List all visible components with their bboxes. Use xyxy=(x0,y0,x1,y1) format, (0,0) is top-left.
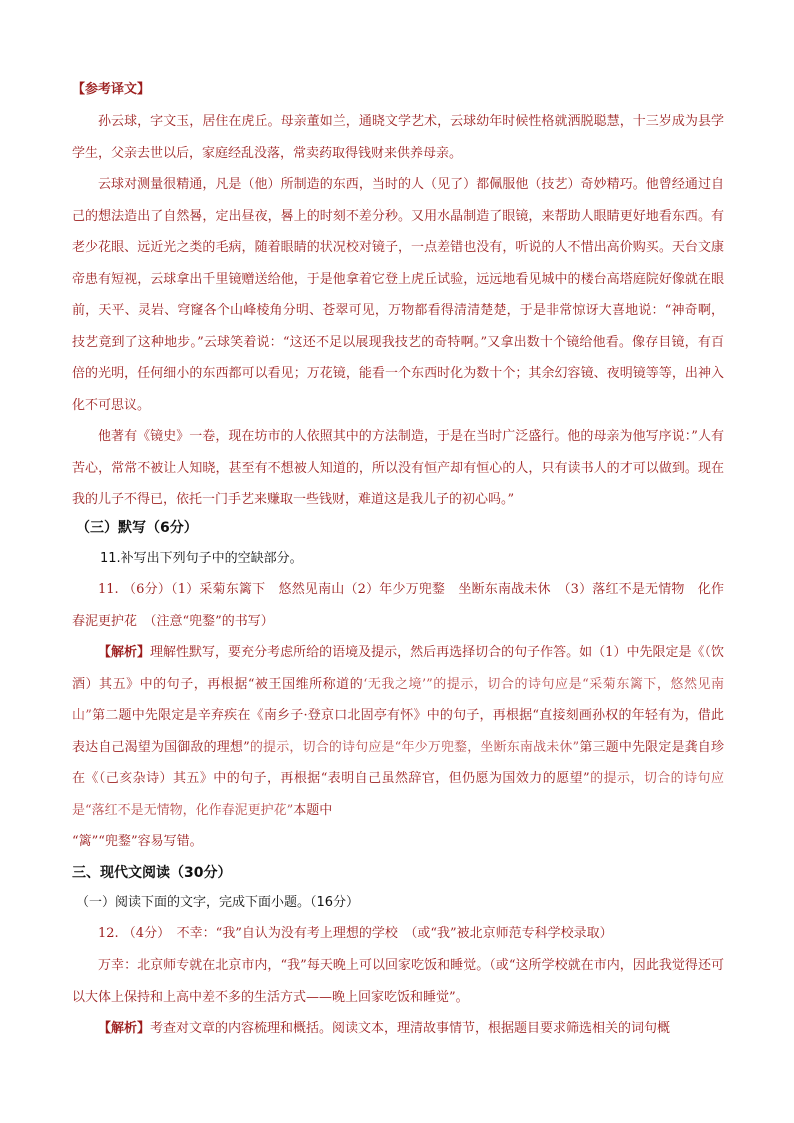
translation-title: 【参考译文】 xyxy=(72,82,151,97)
q12-analysis-tag: 【解析】 xyxy=(98,1021,151,1036)
q12-answer-line-2: 万幸：北京师专就在北京市内，“我”每天晚上可以回家吃饭和睡觉。（或“这所学校就在市内，因此我觉得还可以大体上保持和上高中差不多的生活方式——晚上回家吃饭和睡觉”。 xyxy=(72,958,724,1005)
q11-answer: 11. （6分）（1）采菊东篱下 悠然见南山（2）年少万兜鍪 坐断东南战未休 （3）落红不是无情物 化作春泥更护花 （注意“兜鍪”的书写） xyxy=(72,582,724,629)
translation-paragraph-2: 云球对测量很精通，凡是（他）所制造的东西，当时的人（见了）都佩服他（技艺）奇妙精巧。他曾经通过自己的想法造出了自然晷，定出昼夜，晷上的时刻不差分秒。又用水晶制造了眼镜，来帮助人眼睛更好地看东西。有老少花眼、远近光之类的毛病，随着眼睛的状况校对镜子，一点差错也没有，听说的人不惜出高价购买。天台文康帝患有短视，云球拿出千里镜赠送给他，于是他拿着它登上虎丘试验，远远地看见城中的楼台高塔庭院好像就在眼前，天平、灵岩、穹窿各个山峰棱角分明、苍翠可见，万物都看得清清楚楚，于是非常惊讶大喜地说：“神奇啊，技艺竟到了这种地步。”云球笑着说：“这还不足以展现我技艺的奇特啊。”又拿出数十个镜给他看。像存目镜，有百倍的光明，任何细小的东西都可以看见；万花镜，能看一个东西时化为数十个；其余幻容镜、夜明镜等等，出神入化不可思议。 xyxy=(72,177,724,413)
part3-subheader: （一）阅读下面的文字，完成下面小题。（16分） xyxy=(76,895,360,910)
q12-answer-line-1: 12. （4分） 不幸：“我”自认为没有考上理想的学校 （或“我”被北京师范专科学校录取） xyxy=(98,926,613,941)
analysis-tag: 【解析】 xyxy=(98,645,151,660)
analysis-text-4: 本题中 xyxy=(293,802,333,818)
q12-analysis-text: 考查对文章的内容梳理和概括。阅读文本，理清故事情节，根据题目要求筛选相关的词句概 xyxy=(150,1021,671,1036)
analysis-quote-2: 的提示，切合的诗句应是“年少万兜鍪，坐断东南战未休” xyxy=(249,739,580,755)
analysis-quote-1: ‘无我之境’”的提示，切合的诗句应是“采菊东篱下，悠然见南山” xyxy=(72,676,724,723)
q11-prompt: 11.补写出下列句子中的空缺部分。 xyxy=(100,551,303,566)
translation-paragraph-3: 他著有《镜史》一卷，现在坊市的人依照其中的方法制造，于是在当时广泛盛行。他的母亲为他写序说：”人有苦心，常常不被让人知晓，甚至有不想被人知道的，所以没有恒产却有恒心的人，只有读书人的才可以做到。现在我的儿子不得已，依托一门手艺来赚取一些钱财，难道这是我儿子的初心吗。” xyxy=(72,429,724,507)
q12-analysis xyxy=(72,1013,724,1045)
translation-paragraph-1: 孙云球，字文玉，居住在虎丘。母亲董如兰，通晓文学艺术，云球幼年时候性格就洒脱聪慧，十三岁成为县学学生，父亲去世以后，家庭经乱没落，常卖药取得钱财来供养母亲。 xyxy=(72,114,724,161)
analysis-text-1: 理解性默写，要充分考虑所给的语境及提示，然后再选择切合的句子作答。如（1）中先限定是《（饮酒）其五》中的句子，再根据“被王国维所称道的 xyxy=(72,645,724,692)
analysis-text-3: 第三题中先限定是龚自珍在《（己亥杂诗）其五》中的句子，再根据“表明自己虽然辞官，但仍愿为国效力的愿望” xyxy=(72,739,724,786)
part3-header: 三、现代文阅读（30分） xyxy=(72,865,232,881)
section-dictation-header: （三）默写（6分） xyxy=(76,520,198,536)
analysis-text-2: 第二题中先限定是辛弃疾在《南乡子·登京口北固亭有怀》中的句子，再根据“直接刻画孙权的年轻有为，借此表达自己渴望为国御敌的理想” xyxy=(72,708,724,755)
analysis-quote-3: 的提示，切合的诗句应是“落红不是无情物，化作春泥更护花” xyxy=(72,771,724,818)
q11-analysis-note: “篱”“兜鍪”容易写错。 xyxy=(72,834,203,849)
q11-analysis xyxy=(72,637,724,826)
